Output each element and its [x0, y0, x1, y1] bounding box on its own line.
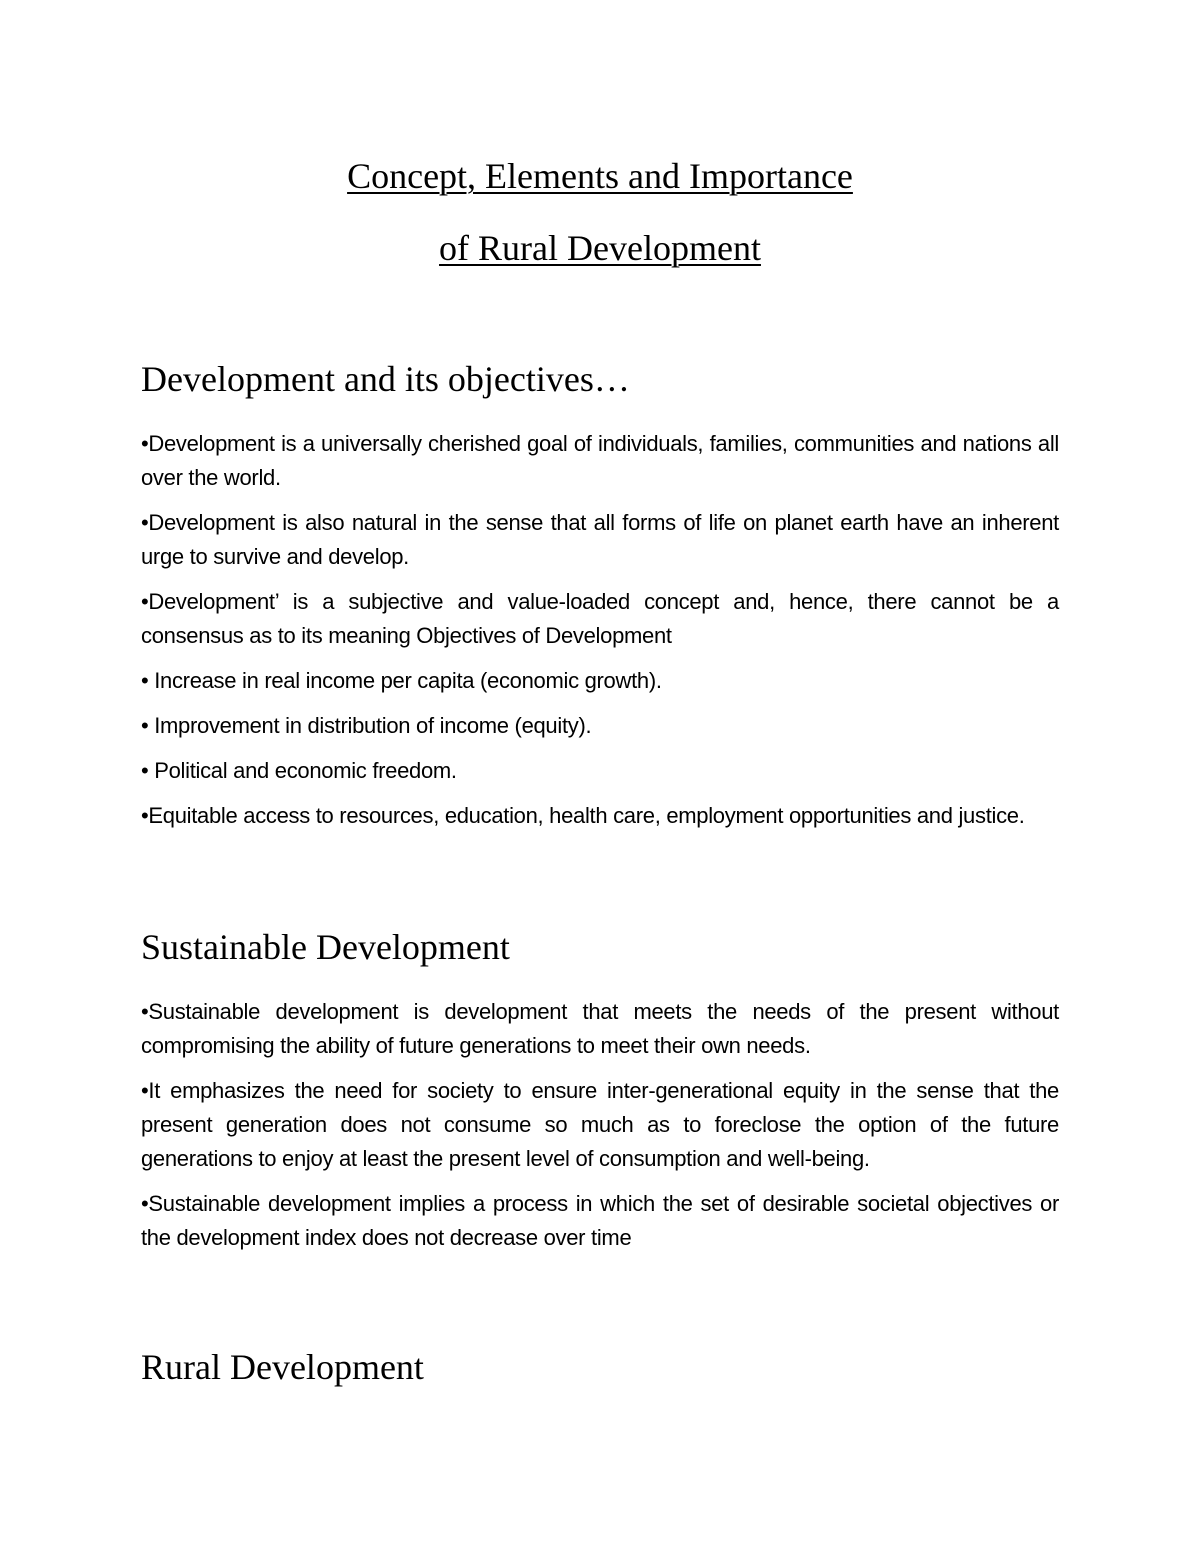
paragraph: •Equitable access to resources, education, health care, employment opportunities and justice. — [141, 803, 1025, 828]
paragraph: • Improvement in distribution of income (equity). — [141, 713, 592, 738]
title-line-2: of Rural Development — [439, 228, 761, 268]
paragraph: •Development’ is a subjective and value-loaded concept and, hence, there cannot be a consensus as to its meaning Objectives of Development — [141, 589, 1059, 648]
paragraph: •Development is a universally cherished goal of individuals, families, communities and nations all over the world. — [141, 431, 1059, 490]
section-heading: Development and its objectives… — [141, 359, 630, 399]
section-rural-development — [141, 1345, 1059, 1389]
paragraph: •It emphasizes the need for society to ensure inter-generational equity in the sense that the present generation does not consume so much as to foreclose the option of the future generations to enjoy at least the present level of consumption and well-being. — [141, 1078, 1059, 1171]
document-title — [0, 140, 1200, 284]
section-heading: Rural Development — [141, 1347, 424, 1387]
paragraph: •Development is also natural in the sense that all forms of life on planet earth have an inherent urge to survive and develop. — [141, 510, 1059, 569]
section-sustainable-development — [141, 925, 1059, 1266]
paragraph: • Political and economic freedom. — [141, 758, 457, 783]
section-development-objectives — [141, 357, 1059, 844]
paragraph: •Sustainable development is development that meets the needs of the present without compromising the ability of future generations to meet their own needs. — [141, 999, 1059, 1058]
section-heading: Sustainable Development — [141, 927, 510, 967]
title-line-1: Concept, Elements and Importance — [347, 156, 853, 196]
paragraph: •Sustainable development implies a process in which the set of desirable societal objectives or the development index does not decrease over time — [141, 1191, 1059, 1250]
paragraph: • Increase in real income per capita (economic growth). — [141, 668, 662, 693]
